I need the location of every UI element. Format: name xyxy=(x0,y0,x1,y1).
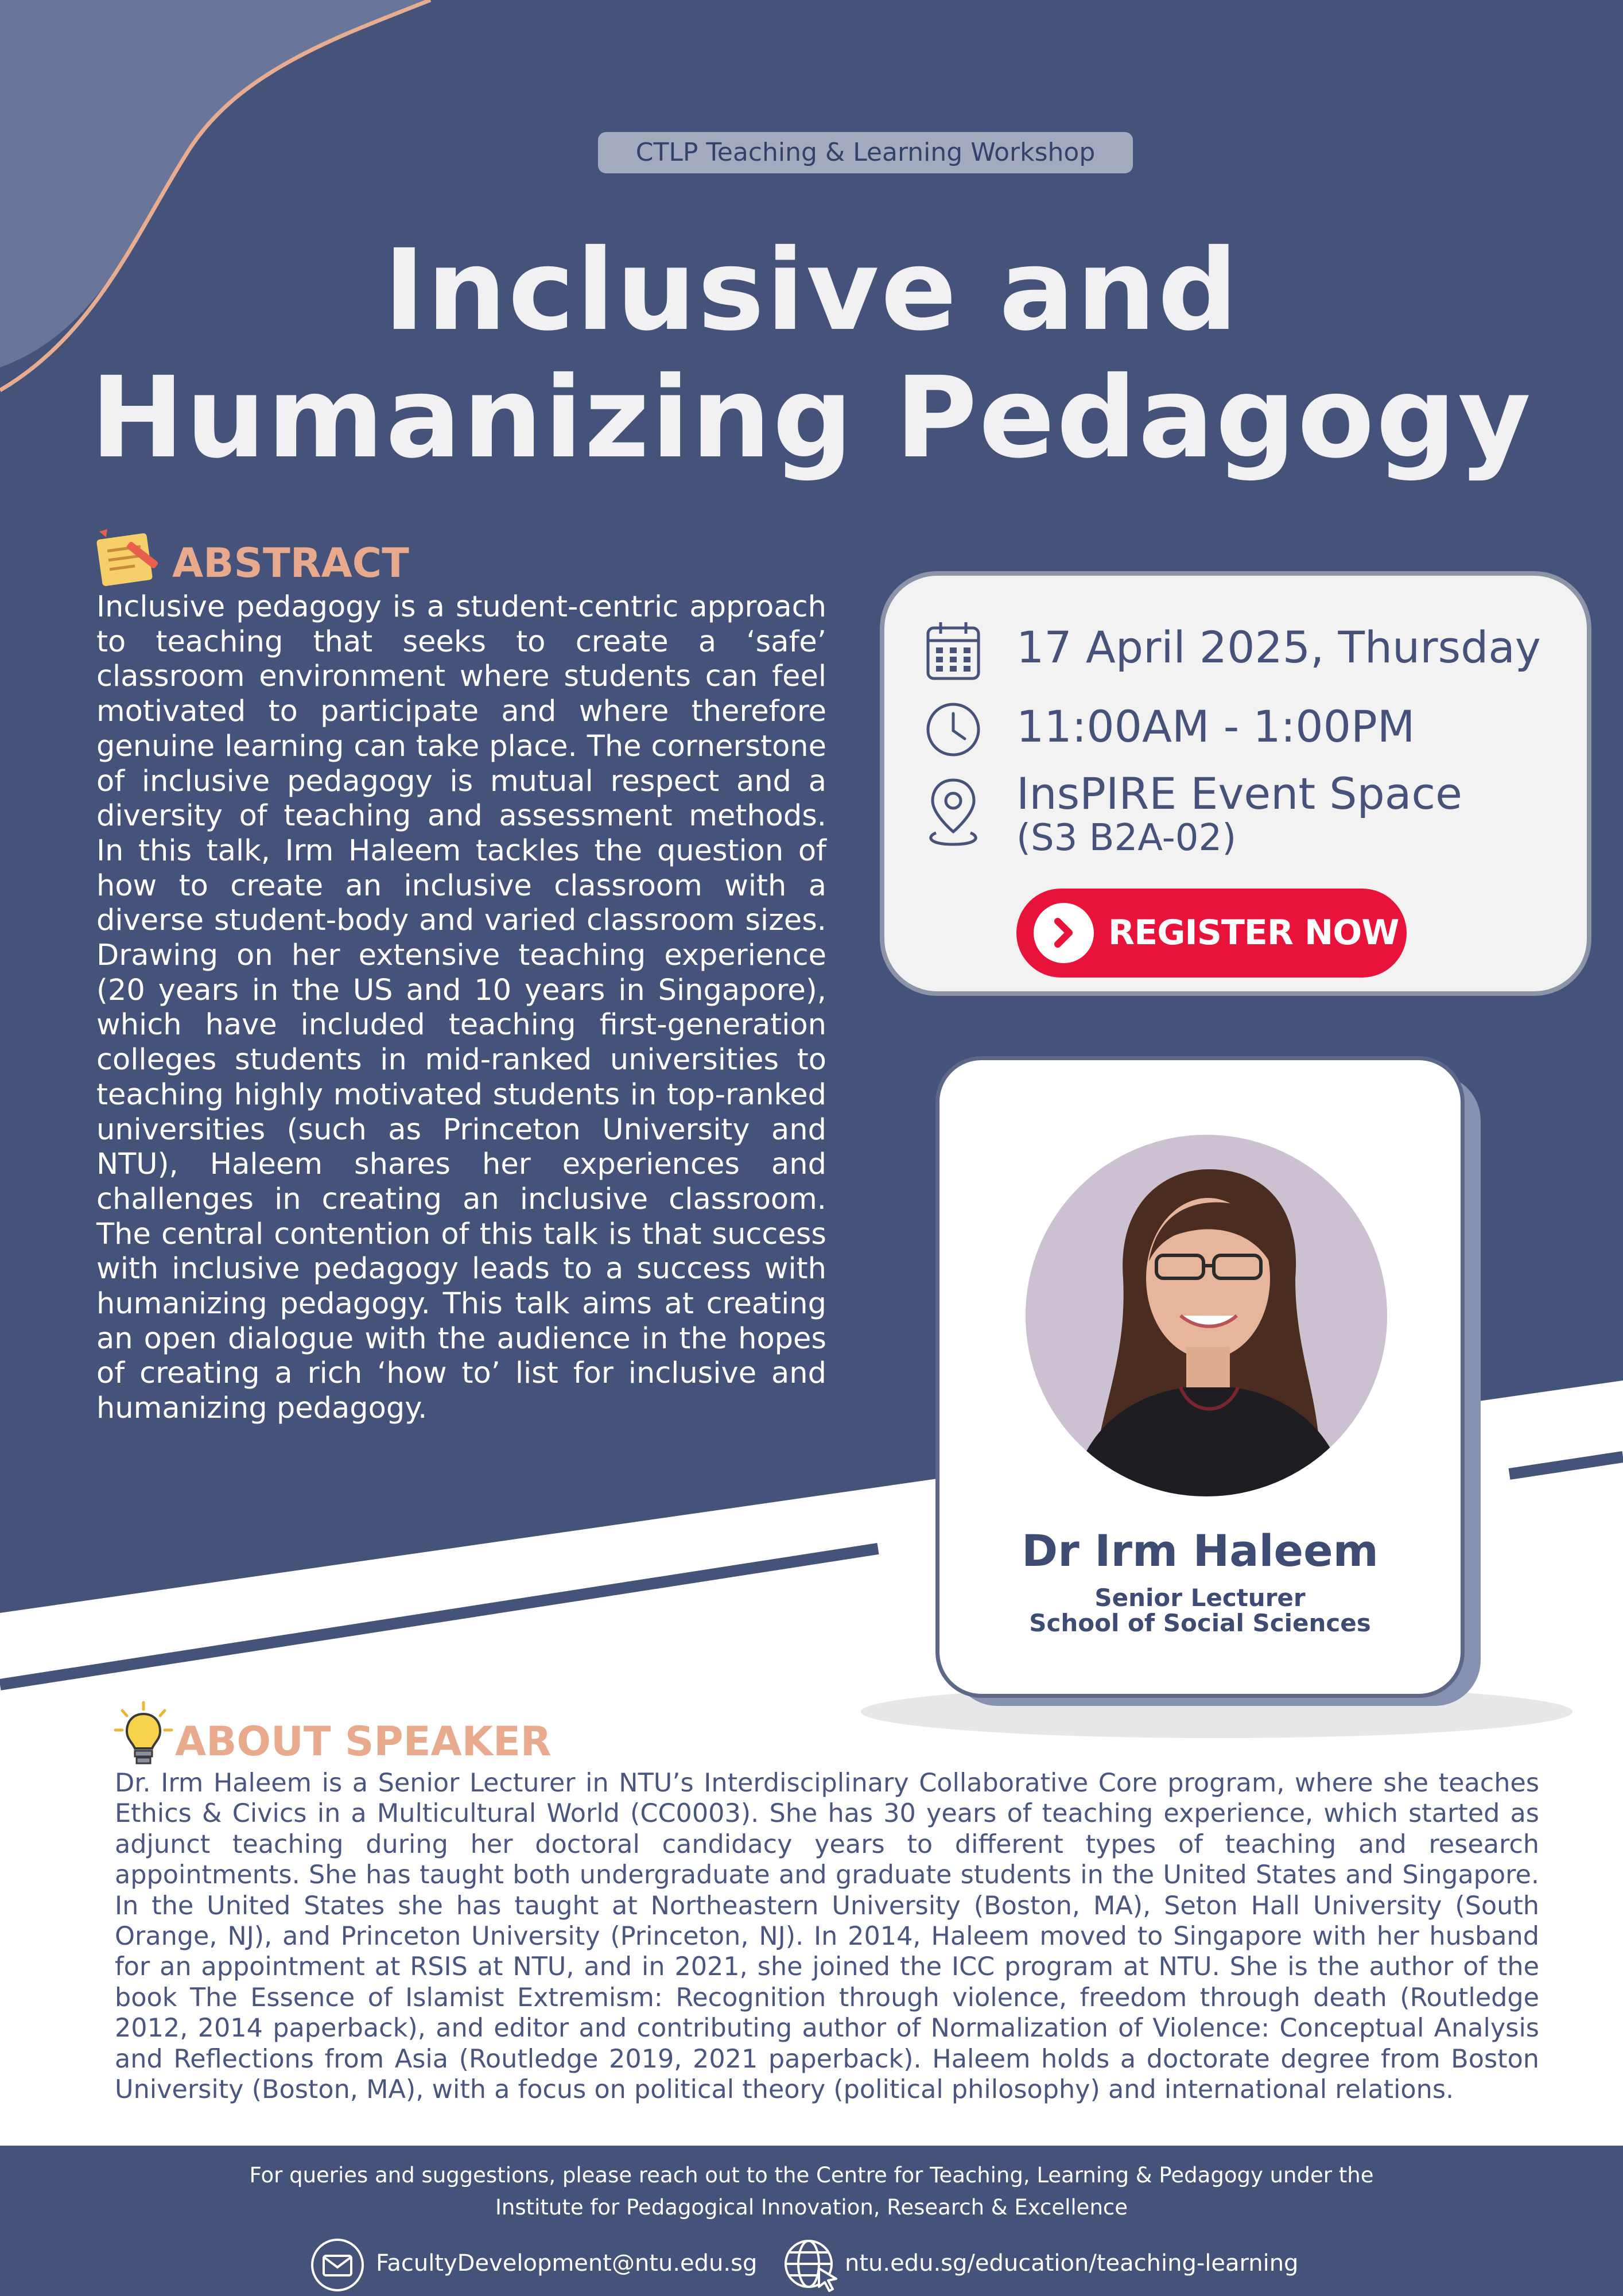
speaker-card xyxy=(935,1056,1465,1698)
register-now-button[interactable] xyxy=(1016,889,1407,978)
abstract-body: Inclusive pedagogy is a student-centric approach to teaching that seeks to create a ‘safe’ classroom environment where students can feel motivated to participate and where therefore genuine learning can take place. The cornerstone of inclusive pedagogy is mutual respect and a diversity of teaching and assessment methods. In this talk, Irm Haleem tackles the question of how to create an inclusive classroom with a diverse student-body and varied classroom sizes. Drawing on her extensive teaching experience (20 years in the US and 10 years in Singapore), which have included teaching first-generation colleges students in mid-ranked universities to teaching highly motivated students in top-ranked universities (such as Princeton University and NTU), Haleem shares her experiences and challenges in creating an inclusive classroom. The central contention of this talk is that success with inclusive pedagogy leads to a success with humanizing pedagogy. This talk aims at creating an open dialogue with the audience in the hopes of creating a rich ‘how to’ list for inclusive and humanizing pedagogy. xyxy=(96,590,826,1426)
event-time: 11:00AM - 1:00PM xyxy=(1016,701,1415,752)
abstract-heading: ABSTRACT xyxy=(172,540,409,587)
location-pin-icon xyxy=(925,777,982,848)
title-line-1: Inclusive and xyxy=(383,225,1240,355)
about-speaker-heading: ABOUT SPEAKER xyxy=(175,1718,552,1765)
register-icon-circle xyxy=(1034,903,1094,963)
lightbulb-icon xyxy=(112,1700,175,1769)
clock-icon xyxy=(925,701,982,758)
title-line-2: Humanizing Pedagogy xyxy=(90,352,1533,483)
event-room: (S3 B2A-02) xyxy=(1016,817,1237,859)
speaker-photo xyxy=(1026,1135,1387,1496)
footer xyxy=(0,2146,1623,2296)
speaker-school: School of Social Sciences xyxy=(1029,1609,1371,1637)
workshop-badge: CTLP Teaching & Learning Workshop xyxy=(598,132,1133,173)
about-speaker-body: Dr. Irm Haleem is a Senior Lecturer in NTU’s Interdisciplinary Collaborative Core program, where she teaches Ethics & Civics in a Multicultural World (CC0003). She has 30 years of teaching experience, which started as adjunct teaching during her doctoral candidacy years to different types of teaching and research appointments. She has taught both undergraduate and graduate students in the United States and Singapore. In the United States she has taught at Northeastern University (Boston, MA), Seton Hall University (South Orange, NJ), and Princeton University (Princeton, NJ). In 2014, Haleem moved to Singapore with her husband for an appointment at RSIS at NTU, and in 2021, she joined the ICC program at NTU. She is the author of the book The Essence of Islamist Extremism: Recognition through violence, freedom through death (Routledge 2012, 2014 paperback), and editor and contributing author of Normalization of Violence: Conceptual Analysis and Reflections from Asia (Routledge 2019, 2021 paperback). Haleem holds a doctorate degree from Boston University (Boston, MA), with a focus on political theory (political philosophy) and international relations. xyxy=(115,1768,1539,2105)
page-title xyxy=(0,227,1623,482)
globe-cursor-icon xyxy=(783,2237,841,2293)
footer-website-link[interactable]: ntu.edu.sg/education/teaching-learning xyxy=(845,2250,1299,2276)
memo-pencil-icon xyxy=(95,528,164,591)
footer-line-1: For queries and suggestions, please reach out to the Centre for Teaching, Learning & Pedagogy under the xyxy=(249,2163,1374,2188)
footer-email-link[interactable]: FacultyDevelopment@ntu.edu.sg xyxy=(376,2250,758,2276)
email-icon xyxy=(310,2237,365,2293)
speaker-name: Dr Irm Haleem xyxy=(1022,1525,1379,1576)
event-date: 17 April 2025, Thursday xyxy=(1016,622,1541,673)
event-info-card xyxy=(880,571,1591,996)
speaker-title: Senior Lecturer xyxy=(1094,1584,1306,1612)
register-label: REGISTER NOW xyxy=(1108,913,1399,953)
calendar-icon xyxy=(925,619,982,682)
footer-line-2: Institute for Pedagogical Innovation, Research & Excellence xyxy=(495,2195,1128,2220)
event-venue: InsPIRE Event Space xyxy=(1016,768,1462,819)
chevron-right-icon xyxy=(1046,916,1081,950)
